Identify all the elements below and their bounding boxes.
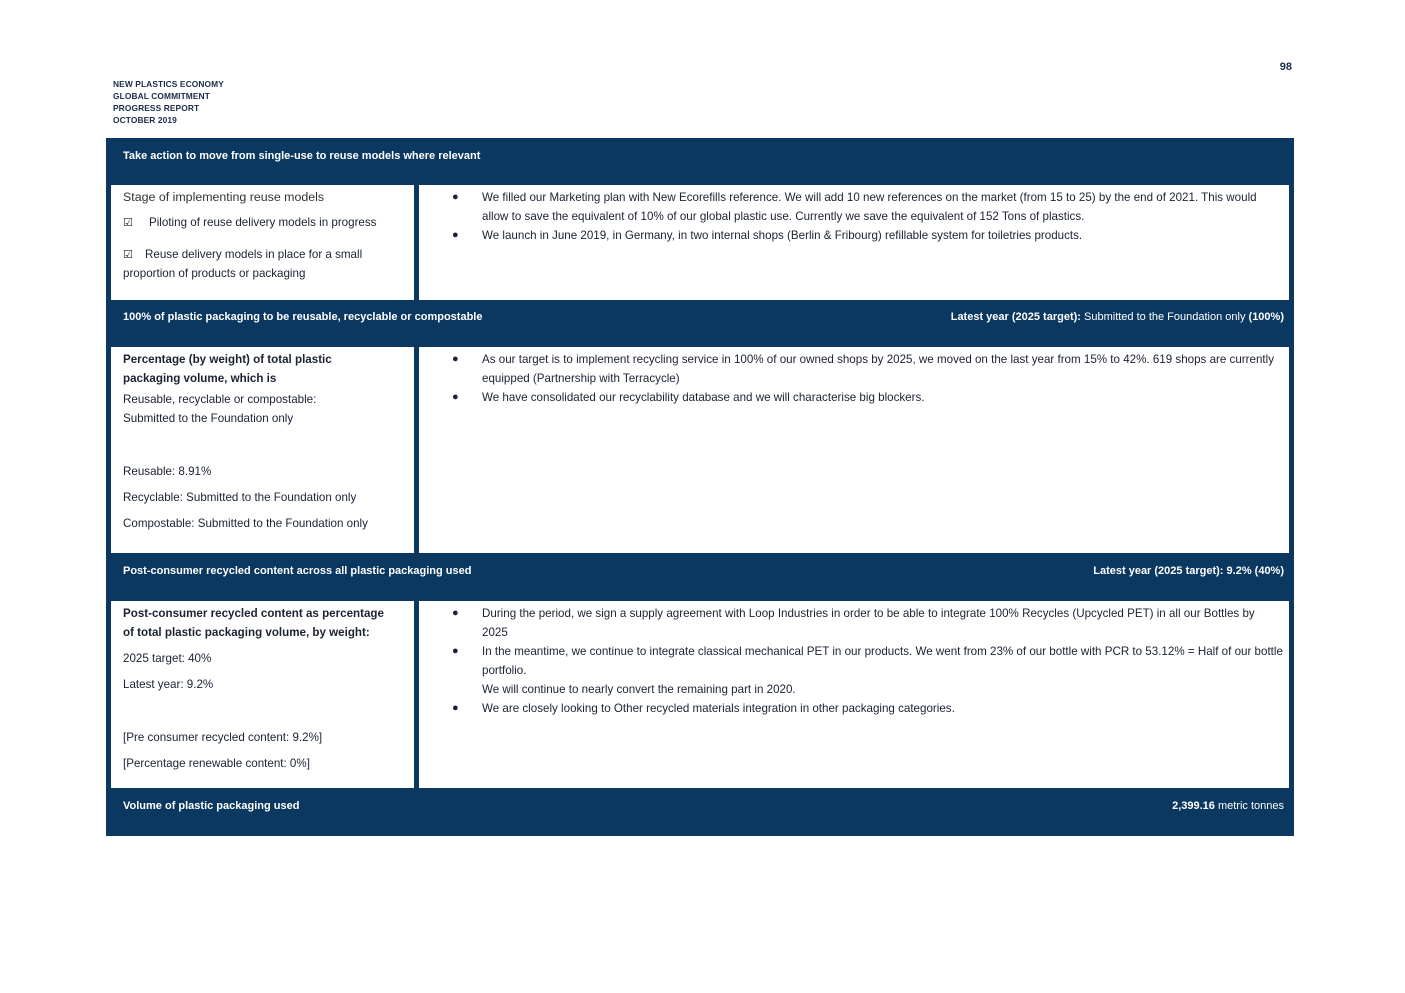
page-number: 98 — [1279, 61, 1292, 73]
list-item: ● As our target is to implement recycling service in 100% of our owned shops by 2025, we moved on the last year from 15% to 42%. 619 shops are currently equipped (Partnership with Terracycle) — [419, 350, 1283, 388]
recycled-content-heading: Post-consumer recycled content as percentage of total plastic packaging volume, by weight: — [123, 607, 384, 639]
recycled-content-section-band — [106, 553, 1294, 601]
recyclable-value: Recyclable: Submitted to the Foundation only — [123, 491, 357, 504]
reuse-stage-cell — [111, 185, 414, 300]
list-item: ● We launch in June 2019, in Germany, in two internal shops (Berlin & Fribourg) refillable system for toiletries products. — [419, 226, 1283, 245]
recycled-content-metrics-cell — [111, 601, 414, 788]
recycled-content-section-target: Latest year (2025 target): 9.2% (40%) — [1093, 565, 1284, 577]
recycled-content-actions-cell — [419, 601, 1289, 788]
recyclable-actions-list — [419, 350, 1283, 407]
recycled-content-actions-list — [419, 604, 1283, 718]
bullet-icon: ● — [452, 391, 459, 403]
commitment-table — [106, 138, 1294, 836]
checkbox-checked-icon: ☑ — [123, 248, 133, 261]
reuse-stage-item-in-place — [123, 245, 410, 283]
recyclable-metrics-heading: Percentage (by weight) of total plastic packaging volume, which is — [123, 353, 332, 385]
report-header — [113, 78, 224, 126]
bullet-icon: ● — [452, 353, 459, 365]
reuse-stage-item-label: proportion of products or packaging — [123, 267, 306, 280]
volume-section-title: Volume of plastic packaging used — [123, 800, 300, 812]
reuse-actions-cell — [419, 185, 1289, 300]
list-item: ● During the period, we sign a supply agreement with Loop Industries in order to be able to integrate 100% Recycles (Upcycled PET) in all our Bottles by 2025 — [419, 604, 1283, 642]
recyclable-section-band — [106, 300, 1294, 347]
compostable-value: Compostable: Submitted to the Foundation only — [123, 517, 368, 530]
list-item: ● We filled our Marketing plan with New Ecorefills reference. We will add 10 new references on the market (from 15 to 25) by the end of 2021. This would allow to save the equivalent of 10% of our global plastic use. Currently we save the equivalent of 152 Tons of plastics. — [419, 188, 1283, 226]
rrc-value: Reusable, recyclable or compostable: Submitted to the Foundation only — [123, 393, 317, 425]
reuse-section-title: Take action to move from single-use to reuse models where relevant — [123, 150, 481, 162]
bullet-icon: ● — [452, 229, 459, 241]
recyclable-metrics-cell — [111, 347, 414, 553]
bullet-icon: ● — [452, 607, 459, 619]
renewable-content: [Percentage renewable content: 0%] — [123, 757, 310, 770]
header-line: PROGRESS REPORT — [113, 103, 200, 113]
recycled-content-section-title: Post-consumer recycled content across all plastic packaging used — [123, 565, 472, 577]
reuse-actions-list — [419, 188, 1283, 245]
reuse-stage-item-label: Piloting of reuse delivery models in progress — [149, 216, 377, 229]
bullet-continuation: We will continue to nearly convert the remaining part in 2020. — [482, 683, 796, 696]
list-item: ● We are closely looking to Other recycled materials integration in other packaging categories. — [419, 699, 1283, 718]
header-line: GLOBAL COMMITMENT — [113, 91, 210, 101]
recyclable-section-title: 100% of plastic packaging to be reusable, recyclable or compostable — [123, 311, 483, 323]
reuse-stage-item-piloting — [123, 213, 410, 232]
recyclable-section-target: Latest year (2025 target): Submitted to the Foundation only (100%) — [950, 311, 1284, 323]
reuse-stage-heading: Stage of implementing reuse models — [123, 190, 325, 204]
list-item: ● In the meantime, we continue to integrate classical mechanical PET in our products. We went from 23% of our bottle with PCR to 53.12% = Half of our bottle portfolio. We will continue to nearly convert the remaining part in 2020. — [419, 642, 1283, 699]
pre-consumer-content: [Pre consumer recycled content: 9.2%] — [123, 731, 323, 744]
reusable-value: Reusable: 8.91% — [123, 465, 212, 478]
header-line: OCTOBER 2019 — [113, 115, 177, 125]
recycled-content-latest: Latest year: 9.2% — [123, 678, 214, 691]
checkbox-checked-icon: ☑ — [123, 216, 133, 229]
reuse-stage-item-label: Reuse delivery models in place for a small — [145, 248, 363, 261]
recycled-content-target: 2025 target: 40% — [123, 652, 212, 665]
bullet-icon: ● — [452, 191, 459, 203]
header-line: NEW PLASTICS ECONOMY — [113, 79, 224, 89]
reuse-section-band — [106, 138, 1294, 185]
list-item: ● We have consolidated our recyclability database and we will characterise big blockers. — [419, 388, 1283, 407]
bullet-icon: ● — [452, 702, 459, 714]
recyclable-actions-cell — [419, 347, 1289, 553]
volume-section-band — [106, 788, 1294, 836]
bullet-icon: ● — [452, 645, 459, 657]
volume-value: 2,399.16 metric tonnes — [1172, 800, 1284, 812]
